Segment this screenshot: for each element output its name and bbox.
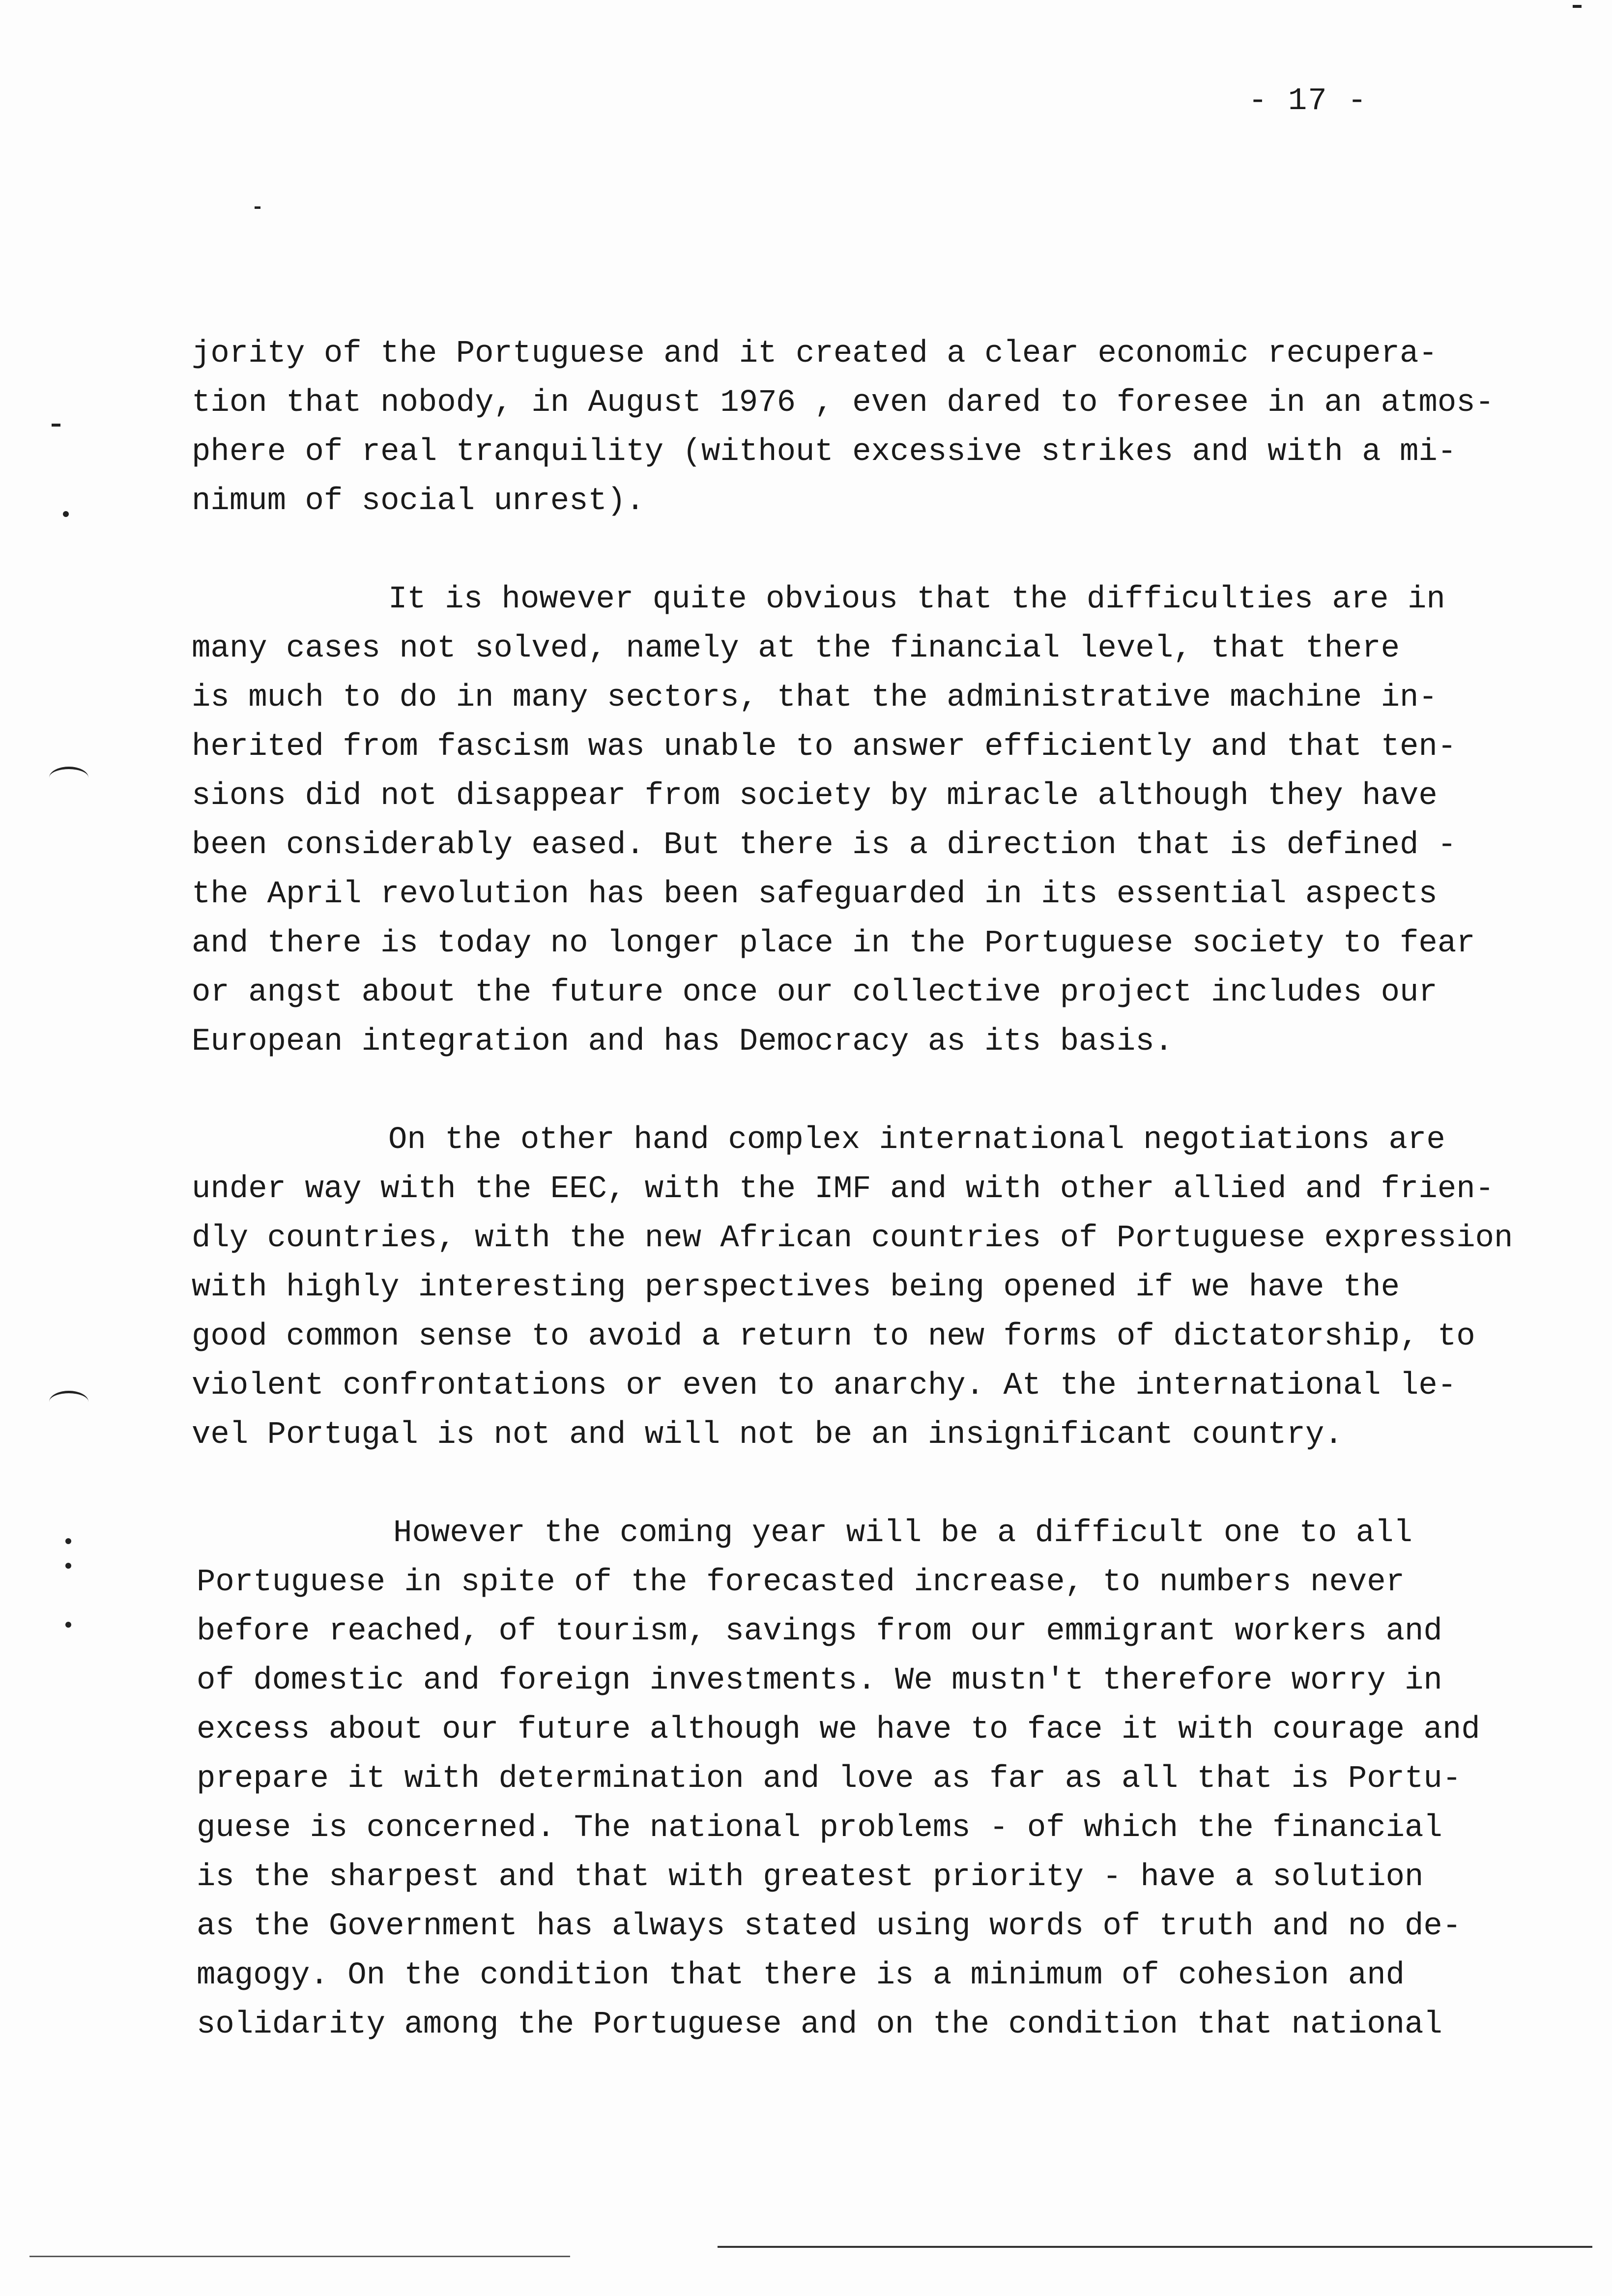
text-line: On the other hand complex international negotiations are — [388, 1122, 1445, 1158]
text-line: sions did not disappear from society by miracle although they have — [192, 778, 1438, 814]
text-line: However the coming year will be a difficult one to all — [393, 1516, 1412, 1551]
paragraph-2 — [192, 575, 1587, 1066]
margin-dot — [65, 1563, 71, 1569]
text-line: solidarity among the Portuguese and on the condition that national — [197, 2007, 1442, 2042]
text-line: good common sense to avoid a return to new forms of dictatorship, to — [192, 1319, 1475, 1354]
text-line: under way with the EEC, with the IMF and with other allied and frien- — [192, 1172, 1495, 1207]
text-line: jority of the Portuguese and it created a clear economic recupera- — [192, 336, 1438, 372]
margin-dot — [65, 1622, 71, 1628]
scan-speck — [255, 206, 260, 209]
text-line: violent confrontations or even to anarchy. At the international le- — [192, 1368, 1457, 1404]
paragraph-1 — [192, 329, 1587, 526]
text-line: is much to do in many sectors, that the administrative machine in- — [192, 680, 1438, 716]
punch-hole-arc — [49, 1391, 88, 1413]
margin-dot — [63, 511, 69, 517]
text-line: prepare it with determination and love as far as all that is Portu- — [197, 1761, 1462, 1797]
text-line: or angst about the future once our collective project includes our — [192, 975, 1438, 1010]
scan-speck — [1573, 5, 1582, 8]
text-line: excess about our future although we have to face it with courage and — [197, 1712, 1480, 1748]
text-line: phere of real tranquility (without excessive strikes and with a mi- — [192, 434, 1457, 470]
text-line: and there is today no longer place in the Portuguese society to fear — [192, 926, 1475, 961]
text-line: the April revolution has been safeguarded in its essential aspects — [192, 877, 1438, 912]
text-line: Portuguese in spite of the forecasted increase, to numbers never — [197, 1565, 1405, 1600]
text-line: with highly interesting perspectives being opened if we have the — [192, 1270, 1400, 1305]
punch-hole-arc — [49, 767, 88, 789]
text-line: as the Government has always stated using words of truth and no de- — [197, 1909, 1462, 1944]
paragraph-4 — [197, 1509, 1592, 2049]
text-line: been considerably eased. But there is a direction that is defined - — [192, 828, 1457, 863]
text-line: is the sharpest and that with greatest priority - have a solution — [197, 1860, 1424, 1895]
text-line: guese is concerned. The national problems - of which the financial — [197, 1810, 1442, 1846]
text-line: herited from fascism was unable to answer efficiently and that ten- — [192, 729, 1457, 765]
page-number: - 17 - — [1248, 84, 1368, 119]
text-line: vel Portugal is not and will not be an insignificant country. — [192, 1417, 1343, 1453]
margin-dot — [65, 1538, 71, 1544]
text-line: of domestic and foreign investments. We mustn't therefore worry in — [197, 1663, 1442, 1698]
text-line: before reached, of tourism, savings from our emmigrant workers and — [197, 1614, 1442, 1649]
margin-dash — [52, 424, 60, 427]
text-line: many cases not solved, namely at the financial level, that there — [192, 631, 1400, 666]
scan-edge-line — [29, 2256, 570, 2257]
scan-edge-line — [718, 2246, 1592, 2248]
text-line: European integration and has Democracy as its basis. — [192, 1024, 1174, 1060]
text-line: tion that nobody, in August 1976 , even dared to foresee in an atmos- — [192, 385, 1495, 421]
text-line: dly countries, with the new African countries of Portuguese expression — [192, 1221, 1513, 1256]
text-line: It is however quite obvious that the difficulties are in — [388, 582, 1445, 617]
paragraph-3 — [192, 1116, 1587, 1460]
text-line: magogy. On the condition that there is a minimum of cohesion and — [197, 1958, 1405, 1993]
text-line: nimum of social unrest). — [192, 484, 645, 519]
